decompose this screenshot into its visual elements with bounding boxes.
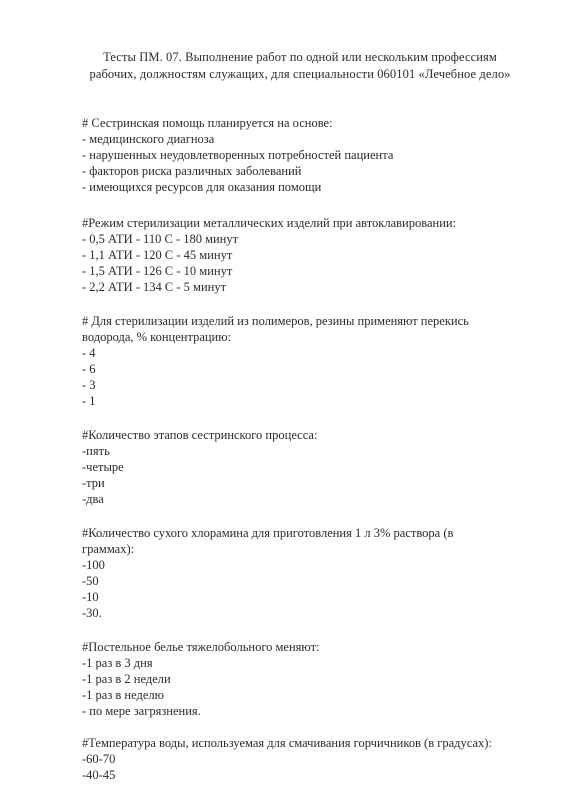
answer-list [82, 655, 532, 719]
question-text [82, 115, 532, 131]
answer-option: -четыре [82, 460, 124, 474]
answer-list [82, 751, 532, 783]
question-line: #Температура воды, используемая для смачивания горчичников (в градусах): [82, 736, 492, 750]
question-text [82, 427, 532, 443]
answer-option: -60-70 [82, 752, 116, 766]
answer-list [82, 345, 532, 409]
answer-option: - 1,1 АТИ - 120 С - 45 минут [82, 248, 233, 262]
answer-option: -30. [82, 606, 102, 620]
header-line-2: рабочих, должностям служащих, для специальности 060101 «Лечебное дело» [89, 67, 511, 81]
question-line: #Режим стерилизации металлических изделий при автоклавировании: [82, 216, 457, 230]
answer-option: -50 [82, 574, 99, 588]
answer-list [82, 231, 532, 295]
question-line: # Сестринская помощь планируется на основе: [82, 116, 333, 130]
answer-option: - 1 [82, 394, 96, 408]
answer-option: - 3 [82, 378, 96, 392]
answer-option: -100 [82, 558, 105, 572]
answer-option: - 0,5 АТИ - 110 С - 180 минут [82, 232, 239, 246]
answer-option: -три [82, 476, 105, 490]
question-line: водорода, % концентрацию: [82, 330, 232, 344]
answer-option: -два [82, 492, 104, 506]
answer-list [82, 557, 532, 621]
answer-option: -10 [82, 590, 99, 604]
answer-option: - 2,2 АТИ - 134 С - 5 минут [82, 280, 227, 294]
question-text [82, 735, 532, 751]
answer-option: - факторов риска различных заболеваний [82, 164, 302, 178]
answer-option: - имеющихся ресурсов для оказания помощи [82, 180, 322, 194]
question-text [82, 215, 532, 231]
answer-option: -1 раз в 2 недели [82, 672, 171, 686]
answer-option: - 1,5 АТИ - 126 С - 10 минут [82, 264, 233, 278]
question-line: # Для стерилизации изделий из полимеров, резины применяют перекись [82, 314, 469, 328]
question-3 [82, 313, 532, 409]
document-header [60, 49, 540, 83]
answer-option: - медицинского диагноза [82, 132, 215, 146]
answer-option: -1 раз в неделю [82, 688, 164, 702]
answer-list [82, 131, 532, 195]
question-7 [82, 735, 532, 783]
question-4 [82, 427, 532, 507]
answer-list [82, 443, 532, 507]
question-1 [82, 115, 532, 195]
question-line: #Постельное белье тяжелобольного меняют: [82, 640, 320, 654]
answer-option: -1 раз в 3 дня [82, 656, 153, 670]
question-6 [82, 639, 532, 719]
answer-option: - по мере загрязнения. [82, 704, 201, 718]
header-line-1: Тесты ПМ. 07. Выполнение работ по одной или нескольким профессиям [103, 50, 497, 64]
questions-list [82, 115, 532, 799]
question-2 [82, 215, 532, 295]
answer-option: -пять [82, 444, 110, 458]
question-line: граммах): [82, 542, 135, 556]
question-line: #Количество этапов сестринского процесса: [82, 428, 318, 442]
answer-option: -40-45 [82, 768, 116, 782]
question-5 [82, 525, 532, 621]
answer-option: - 4 [82, 346, 96, 360]
answer-option: - 6 [82, 362, 96, 376]
question-text [82, 313, 532, 345]
question-line: #Количество сухого хлорамина для приготовления 1 л 3% раствора (в [82, 526, 454, 540]
question-text [82, 639, 532, 655]
question-text [82, 525, 532, 557]
answer-option: - нарушенных неудовлетворенных потребностей пациента [82, 148, 394, 162]
